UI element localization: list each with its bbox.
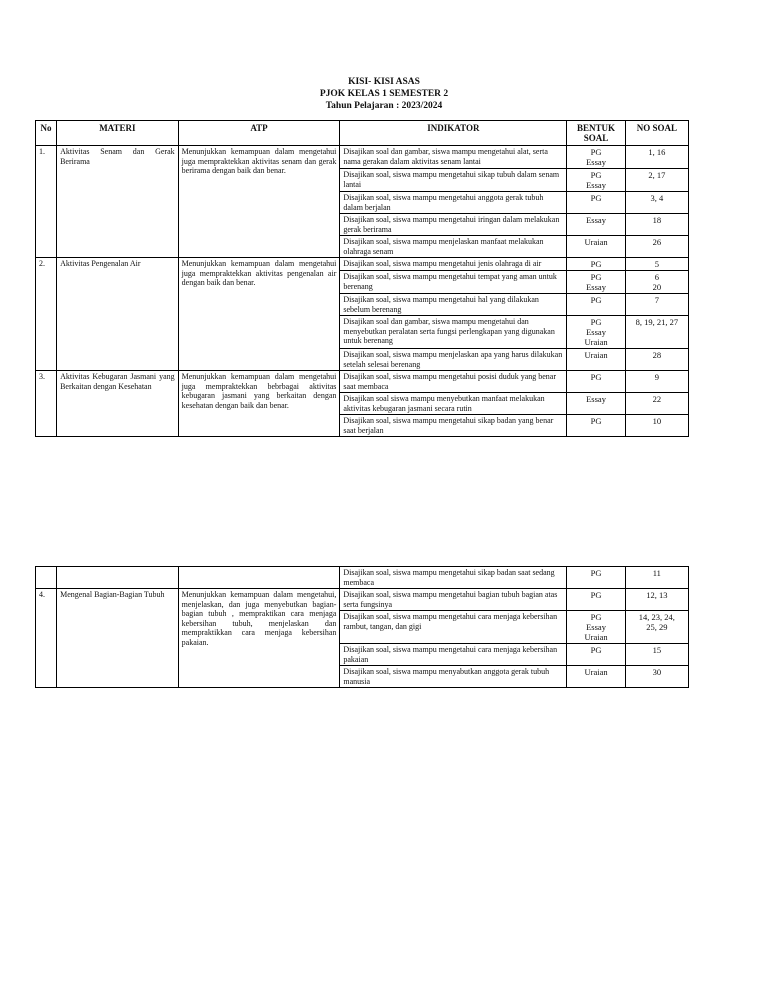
cell-materi: Aktivitas Kebugaran Jasmani yang Berkaitan dengan Kesehatan [57,371,179,437]
table-row [36,589,689,611]
cell-atp [178,567,340,589]
col-header-no: No [36,121,57,146]
cell-indikator: Disajikan soal, siswa mampu mengetahui cara menjaga kebersihan pakaian [340,644,567,666]
cell-bentuk-soal: PG [567,415,625,437]
col-header-atp: ATP [178,121,340,146]
cell-no-soal: 18 [625,214,688,236]
cell-no-soal: 30 [625,666,688,688]
col-header-no-soal: NO SOAL [625,121,688,146]
cell-atp: Menunjukkan kemampuan dalam mengetahui juga mempraktekkan aktivitas senam dan gerak berirama dengan baik dan benar. [178,146,340,258]
cell-no-soal: 2, 17 [625,169,688,192]
table-row [36,371,689,393]
cell-indikator: Disajikan soal, siswa mampu mengetahui anggota gerak tubuh dalam berjalan [340,192,567,214]
cell-no-soal: 28 [625,349,688,371]
cell-atp: Menunjukkan kemampuan dalam mengetahui juga mempraktekkan aktivitas pengenalan air dengan baik dan benar. [178,258,340,371]
cell-atp: Menunjukkan kemampuan dalam mengetahui juga mempraktekkan bebrbagai aktivitas kebugaran jasmani yang berkaitan dengan kesehatan dengan baik dan benar. [178,371,340,437]
cell-bentuk-soal: PG [567,644,625,666]
cell-bentuk-soal: PG Essay [567,146,625,169]
cell-no-soal: 14, 23, 24, 25, 29 [625,611,688,644]
cell-indikator: Disajikan soal, siswa mampu mengetahui iringan dalam melakukan gerak berirama [340,214,567,236]
cell-bentuk-soal: PG Essay Uraian [567,611,625,644]
cell-bentuk-soal: Uraian [567,236,625,258]
cell-no-soal: 6 20 [625,271,688,294]
cell-no-soal: 5 [625,258,688,271]
cell-bentuk-soal: Essay [567,214,625,236]
cell-no-soal: 8, 19, 21, 27 [625,316,688,349]
cell-no-soal: 12, 13 [625,589,688,611]
table-row [36,146,689,169]
cell-indikator: Disajikan soal dan gambar, siswa mampu mengetahui alat, serta nama gerakan dalam aktivitas senam lantai [340,146,567,169]
cell-bentuk-soal: Essay [567,393,625,415]
cell-indikator: Disajikan soal dan gambar, siswa mampu mengetahui dan menyebutkan peralatan serta fungsi perlengkapan yang digunakan untuk berenang [340,316,567,349]
cell-no: 3. [36,371,57,437]
cell-materi [57,567,179,589]
cell-no-soal: 11 [625,567,688,589]
col-header-materi: MATERI [57,121,179,146]
cell-indikator: Disajikan soal, siswa mampu menjelaskan manfaat melakukan olahraga senam [340,236,567,258]
doc-title: KISI- KISI ASAS [348,77,420,87]
cell-indikator: Disajikan soal, siswa mampu mengetahui jenis olahraga di air [340,258,567,271]
cell-bentuk-soal: PG [567,258,625,271]
cell-indikator: Disajikan soal, siswa mampu mengetahui tempat yang aman untuk berenang [340,271,567,294]
doc-year: Tahun Pelajaran : 2023/2024 [325,101,443,111]
cell-no-soal: 1, 16 [625,146,688,169]
cell-indikator: Disajikan soal siswa mampu menyebutkan manfaat melakukan aktivitas kebugaran jasmani secara rutin [340,393,567,415]
cell-no-soal: 15 [625,644,688,666]
document-header [0,76,768,112]
col-header-indikator: INDIKATOR [340,121,567,146]
cell-bentuk-soal: PG Essay Uraian [567,316,625,349]
cell-bentuk-soal: PG [567,589,625,611]
cell-bentuk-soal: PG [567,294,625,316]
cell-materi: Mengenal Bagian-Bagian Tubuh [57,589,179,688]
cell-no-soal: 3, 4 [625,192,688,214]
col-header-bentuk-soal: BENTUK SOAL [567,121,625,146]
table-header-row [36,121,689,146]
cell-indikator: Disajikan soal, siswa mampu mengetahui sikap badan saat sedang membaca [340,567,567,589]
cell-bentuk-soal: PG [567,192,625,214]
cell-no: 4. [36,589,57,688]
cell-no-soal: 10 [625,415,688,437]
cell-materi: Aktivitas Senam dan Gerak Berirama [57,146,179,258]
cell-no-soal: 26 [625,236,688,258]
cell-indikator: Disajikan soal, siswa mampu mengetahui cara menjaga kebersihan rambut, tangan, dan gigi [340,611,567,644]
table-row [36,567,689,589]
cell-no-soal: 7 [625,294,688,316]
cell-bentuk-soal: PG [567,567,625,589]
cell-no-soal: 22 [625,393,688,415]
cell-bentuk-soal: PG [567,371,625,393]
cell-indikator: Disajikan soal, siswa mampu menjelaskan apa yang harus dilakukan setelah selesai berenang [340,349,567,371]
table-row [36,258,689,271]
kisi-kisi-table [35,120,689,437]
cell-bentuk-soal: PG Essay [567,271,625,294]
cell-bentuk-soal: Uraian [567,349,625,371]
cell-bentuk-soal: PG Essay [567,169,625,192]
cell-indikator: Disajikan soal, siswa mampu mengetahui hal yang dilakukan sebelum berenang [340,294,567,316]
cell-no-soal: 9 [625,371,688,393]
kisi-kisi-table-continued [35,566,689,688]
cell-atp: Menunjukkan kemampuan dalam mengetahui, menjelaskan, dan juga menyebutkan bagian-bagian tubuh , mempraktikan cara menjaga kebersihan tubuh, menjelaskan dan mempraktikkan cara menjaga kebersihan pakaian. [178,589,340,688]
cell-indikator: Disajikan soal, siswa mampu mengetahui sikap badan yang benar saat berjalan [340,415,567,437]
cell-indikator: Disajikan soal, siswa mampu mengetahui sikap tubuh dalam senam lantai [340,169,567,192]
cell-bentuk-soal: Uraian [567,666,625,688]
cell-no [36,567,57,589]
cell-indikator: Disajikan soal, siswa mampu mengetahui bagian tubuh bagian atas serta fungsinya [340,589,567,611]
cell-indikator: Disajikan soal, siswa mampu menyabutkan anggota gerak tubuh manusia [340,666,567,688]
cell-materi: Aktivitas Pengenalan Air [57,258,179,371]
doc-subtitle: PJOK KELAS 1 SEMESTER 2 [319,89,449,99]
cell-no: 1. [36,146,57,258]
cell-no: 2. [36,258,57,371]
cell-indikator: Disajikan soal, siswa mampu mengetahui posisi duduk yang benar saat membaca [340,371,567,393]
